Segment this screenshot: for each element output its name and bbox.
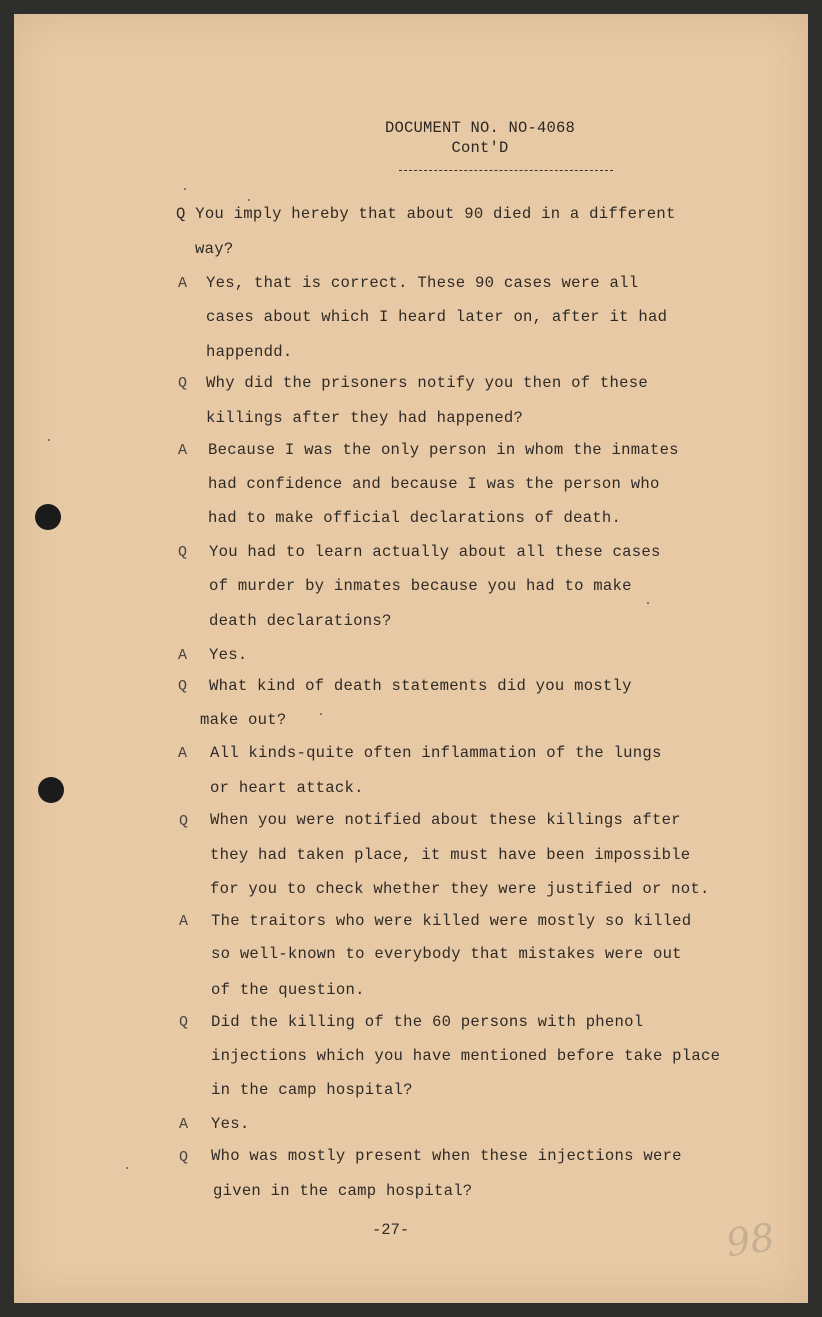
speaker-label: A (179, 913, 189, 930)
header-rule (399, 170, 613, 171)
speaker-label: A (178, 275, 188, 292)
transcript-line: or heart attack. (210, 779, 364, 797)
transcript-line: The traitors who were killed were mostly so killed (211, 912, 692, 930)
paper-speck (647, 602, 649, 604)
continuation-label: Cont'D (451, 139, 509, 157)
transcript-line: had confidence and because I was the person who (208, 475, 660, 493)
transcript-line: Who was mostly present when these injections were (211, 1147, 682, 1165)
pencil-annotation (723, 1210, 778, 1270)
pencil-annotation-text: 98 (723, 1214, 778, 1266)
paper-speck (48, 439, 50, 441)
transcript-line: You had to learn actually about all these cases (209, 543, 661, 561)
speaker-label: Q (179, 1014, 189, 1031)
transcript-line: they had taken place, it must have been impossible (210, 846, 691, 864)
page-number: -27- (372, 1221, 410, 1239)
transcript-line: What kind of death statements did you mostly (209, 677, 632, 695)
transcript-line: Yes. (211, 1115, 250, 1133)
paper-speck (248, 199, 250, 201)
transcript-line: for you to check whether they were justified or not. (210, 880, 710, 898)
transcript-line: Yes, that is correct. These 90 cases were all (206, 274, 639, 292)
transcript-line: All kinds-quite often inflammation of the lungs (210, 744, 662, 762)
transcript-line: cases about which I heard later on, after it had (206, 308, 668, 326)
speaker-label: Q (178, 375, 188, 392)
speaker-label: Q (179, 813, 189, 830)
transcript-line: When you were notified about these killings after (210, 811, 681, 829)
transcript-line: of murder by inmates because you had to make (209, 577, 632, 595)
transcript-line: in the camp hospital? (211, 1081, 413, 1099)
transcript-line: happendd. (206, 343, 293, 361)
transcript-line: death declarations? (209, 612, 392, 630)
paper-speck (184, 188, 186, 190)
transcript-line: given in the camp hospital? (213, 1182, 473, 1200)
speaker-label: Q (179, 1149, 189, 1166)
paper-speck (320, 713, 322, 715)
transcript-line: way? (195, 240, 234, 258)
speaker-label: Q (178, 544, 188, 561)
transcript-line: killings after they had happened? (206, 409, 524, 427)
transcript-line: so well-known to everybody that mistakes were out (211, 945, 682, 963)
punch-hole (38, 777, 64, 803)
transcript-line: injections which you have mentioned before take place (211, 1047, 721, 1065)
transcript-line: had to make official declarations of death. (208, 509, 622, 527)
speaker-label: Q (178, 678, 188, 695)
transcript-line: Did the killing of the 60 persons with phenol (211, 1013, 644, 1031)
transcript-line: of the question. (211, 981, 365, 999)
punch-hole (35, 504, 61, 530)
transcript-line: Q You imply hereby that about 90 died in a different (176, 205, 676, 223)
transcript-line: Because I was the only person in whom the inmates (208, 441, 679, 459)
transcript-line: Why did the prisoners notify you then of these (206, 374, 648, 392)
speaker-label: A (178, 442, 188, 459)
paper-speck (126, 1167, 128, 1169)
document-header (380, 118, 580, 158)
speaker-label: A (178, 745, 188, 762)
document-number: DOCUMENT NO. NO-4068 (384, 119, 576, 137)
transcript-line: make out? (200, 711, 287, 729)
speaker-label: A (178, 647, 188, 664)
transcript-line: Yes. (209, 646, 248, 664)
speaker-label: A (179, 1116, 189, 1133)
